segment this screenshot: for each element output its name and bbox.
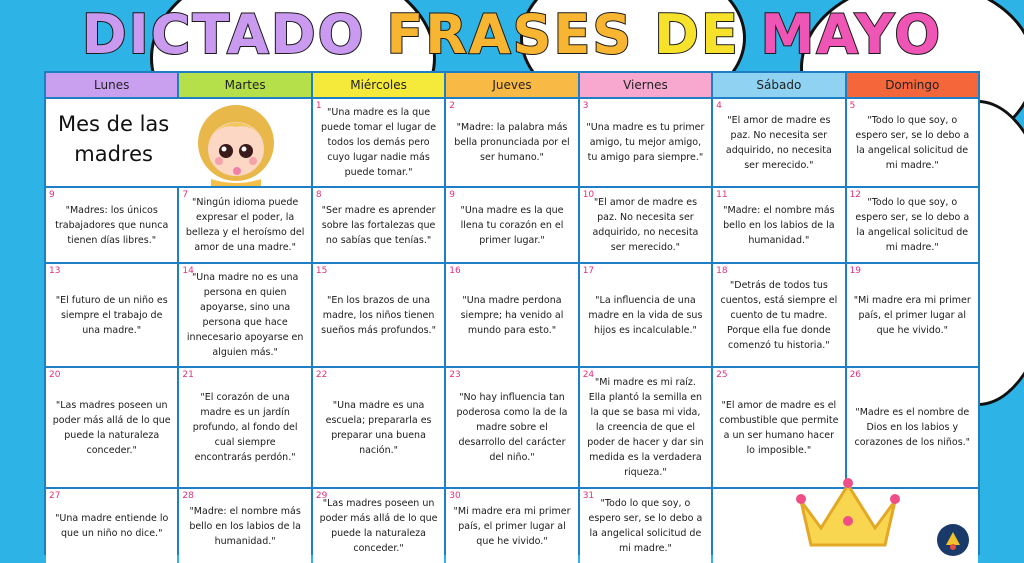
day-cell <box>446 264 577 366</box>
day-number: 22 <box>315 370 328 380</box>
day-cell <box>313 99 444 186</box>
quote-text: "Ningún idioma puede expresar el poder, la belleza y el heroísmo del amor de una madre." <box>185 197 305 253</box>
day-number: 9 <box>49 190 55 200</box>
quote-text: "El futuro de un niño es siempre el trabajo de una madre." <box>55 294 168 336</box>
day-number: 15 <box>315 266 328 276</box>
title-word-dictado: DICTADO <box>81 3 366 66</box>
quote-text: "Las madres poseen un poder más allá de lo que puede la naturaleza conceder." <box>319 498 438 554</box>
day-cell <box>713 264 844 366</box>
quote-text: "Madre es el nombre de Dios en los labios y corazones de los niños." <box>854 407 971 448</box>
day-number: 2 <box>449 101 456 111</box>
day-cell <box>446 99 577 186</box>
day-number: 13 <box>49 266 61 276</box>
quote-text: "El amor de madre es el combustible que permite a un ser humano hacer lo imposible." <box>719 399 839 456</box>
day-number: 31 <box>582 491 595 501</box>
day-cell <box>847 368 978 487</box>
girl-illustration <box>191 101 281 186</box>
quote-text: "No hay influencia tan poderosa como la de la madre sobre el desarrollo del carácter del niño." <box>456 392 568 463</box>
day-number: 21 <box>182 370 194 380</box>
day-number: 1 <box>315 101 322 111</box>
day-cell <box>46 188 177 262</box>
day-header-martes: Martes <box>179 73 310 97</box>
day-cell <box>313 489 444 563</box>
quote-text: "El corazón de una madre es un jardín profundo, al fondo del cual siempre encontrarás perdón." <box>192 392 298 463</box>
day-number: 18 <box>716 266 728 276</box>
day-number: 8 <box>315 190 322 200</box>
day-cell <box>847 99 978 186</box>
title-word-mayo: MAYO <box>760 3 943 66</box>
day-cell <box>580 99 711 186</box>
day-cell <box>46 489 177 563</box>
title-word-frases: FRASES <box>386 3 634 66</box>
quote-text: "Mi madre era mi primer país, el primer lugar al que he vivido." <box>853 294 971 336</box>
quote-text: "Mi madre es mi raíz. Ella plantó la semilla en la que se basa mi vida, la creencia de que el poder de hacer y dar sin medida es la verdadera riqueza." <box>587 377 704 478</box>
quote-text: "Todo lo que soy, o espero ser, se lo debo a la angelical solicitud de mi madre." <box>588 498 703 554</box>
day-header-sabado: Sábado <box>713 73 844 97</box>
quote-text: "En los brazos de una madre, los niños tienen sueños más profundos." <box>321 294 436 336</box>
day-number: 12 <box>849 190 862 200</box>
day-number: 27 <box>49 491 61 501</box>
day-number: 24 <box>582 370 595 380</box>
crown-cell <box>713 489 978 563</box>
quote-text: "Una madre es la que puede tomar el lugar de todos los demás pero cuyo lugar nadie más puede tomar." <box>320 107 437 178</box>
day-cell <box>446 188 577 262</box>
day-number: 17 <box>582 266 595 276</box>
day-cell <box>46 264 177 366</box>
day-header-domingo: Domingo <box>847 73 978 97</box>
day-cell <box>179 188 310 262</box>
day-number: 7 <box>182 190 189 200</box>
quote-text: "Una madre no es una persona en quien apoyarse, sino una persona que hace innecesario apoyarse en alguien más." <box>186 272 304 358</box>
intro-line1: Mes de las <box>58 112 170 136</box>
day-number: 23 <box>449 370 461 380</box>
quote-text: "Todo lo que soy, o espero ser, se lo debo a la angelical solicitud de mi madre." <box>855 114 970 171</box>
quote-text: "Una madre entiende lo que un niño no dice." <box>55 513 169 539</box>
day-number: 3 <box>582 101 589 111</box>
day-header-lunes: Lunes <box>46 73 177 97</box>
day-header-jueves: Jueves <box>446 73 577 97</box>
day-number: 16 <box>449 266 461 276</box>
quote-text: "Madre: el nombre más bello en los labios de la humanidad." <box>189 505 301 547</box>
day-cell <box>446 489 577 563</box>
quote-text: "Una madre perdona siempre; ha venido al mundo para esto." <box>460 294 564 336</box>
quote-text: "El amor de madre es paz. No necesita ser adquirido, no necesita ser merecido." <box>725 114 832 171</box>
quote-text: "Detrás de todos tus cuentos, está siempre el cuento de tu madre. Porque ella fue donde comenzó tu historia." <box>720 279 838 351</box>
day-number: 9 <box>449 190 456 200</box>
logo-icon <box>936 523 970 557</box>
intro-text <box>58 109 169 169</box>
day-cell <box>847 188 978 262</box>
day-cell <box>580 188 711 262</box>
day-number: 14 <box>182 266 194 276</box>
day-number: 11 <box>716 190 728 200</box>
quote-text: "Una madre es la que llena tu corazón en el primer lugar." <box>460 204 564 246</box>
day-number: 25 <box>716 370 728 380</box>
quote-text: "Una madre es tu primer amigo, tu mejor amigo, tu amigo para siempre." <box>586 122 705 163</box>
day-cell <box>46 368 177 487</box>
day-cell <box>446 368 577 487</box>
day-number: 19 <box>849 266 862 276</box>
day-cell <box>713 99 844 186</box>
quote-text: "Madre: la palabra más bella pronunciada por el ser humano." <box>454 122 570 163</box>
day-number: 30 <box>449 491 461 501</box>
day-number: 20 <box>49 370 61 380</box>
calendar-grid <box>44 71 980 555</box>
day-number: 26 <box>849 370 862 380</box>
crown-icon <box>793 473 903 553</box>
quote-text: "Mi madre era mi primer país, el primer lugar al que he vivido." <box>453 505 571 547</box>
quote-text: "Madre: el nombre más bello en los labios de la humanidad." <box>723 204 835 246</box>
day-number: 5 <box>849 101 856 111</box>
day-cell <box>313 264 444 366</box>
page-title <box>0 2 1024 68</box>
day-cell <box>713 368 844 487</box>
title-word-de: DE <box>654 3 740 66</box>
quote-text: "La influencia de una madre en la vida de sus hijos es incalculable." <box>588 294 703 336</box>
day-cell <box>847 264 978 366</box>
day-number: 29 <box>315 491 328 501</box>
day-number: 28 <box>182 491 194 501</box>
day-number: 4 <box>716 101 722 111</box>
day-cell <box>713 188 844 262</box>
day-header-miercoles: Miércoles <box>313 73 444 97</box>
day-cell <box>580 264 711 366</box>
quote-text: "Todo lo que soy, o espero ser, se lo debo a la angelical solicitud de mi madre." <box>855 197 970 253</box>
day-cell <box>313 188 444 262</box>
intro-line2: madres <box>74 142 153 166</box>
day-number: 10 <box>582 190 595 200</box>
day-header-viernes: Viernes <box>580 73 711 97</box>
quote-text: "El amor de madre es paz. No necesita ser adquirido, no necesita ser merecido." <box>592 197 699 253</box>
quote-text: "Madres: los únicos trabajadores que nunca tienen días libres." <box>55 204 169 246</box>
day-cell <box>179 489 310 563</box>
day-cell <box>313 368 444 487</box>
day-cell <box>580 489 711 563</box>
day-cell <box>179 368 310 487</box>
intro-cell <box>46 99 311 186</box>
quote-text: "Una madre es una escuela; prepararla es preparar una buena nación." <box>325 399 432 456</box>
quote-text: "Ser madre es aprender sobre las fortalezas que no sabías que tenías." <box>321 204 436 246</box>
day-cell <box>179 264 310 366</box>
quote-text: "Las madres poseen un poder más allá de lo que puede la naturaleza conceder." <box>52 399 171 456</box>
day-cell <box>580 368 711 487</box>
